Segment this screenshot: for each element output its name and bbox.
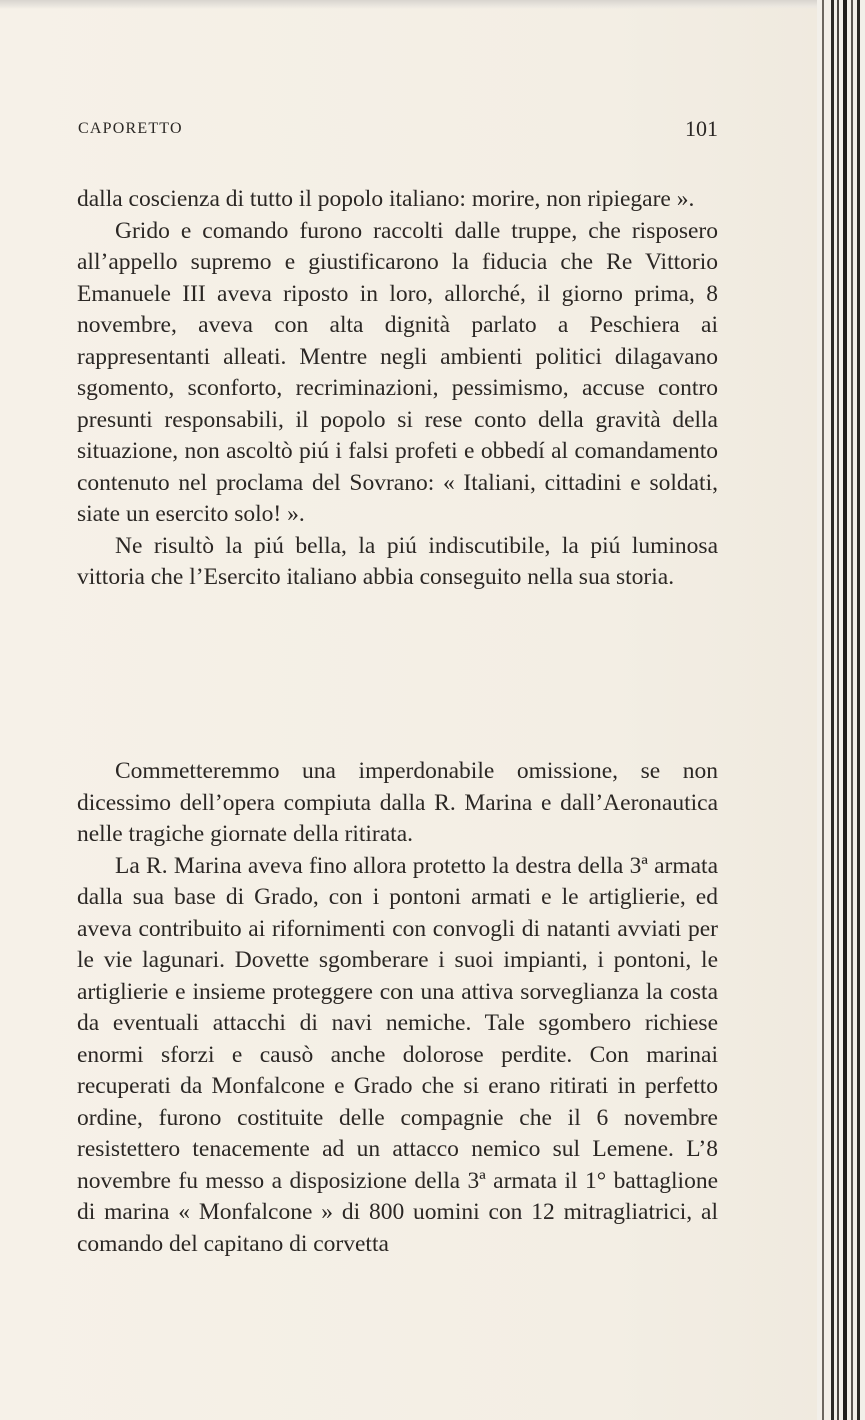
paragraph: dalla coscienza di tutto il popolo italiano: morire, non ripiegare ». xyxy=(77,186,695,212)
text-section-1 xyxy=(77,184,718,594)
paragraph: Grido e comando furono raccolti dalle truppe, che risposero all’appello supremo e giustificarono la fiducia che Re Vittorio Emanuele III aveva riposto in loro, allorché, il giorno prima, 8 novembre, aveva con alta dignità parlato a Peschiera ai rappresentanti alleati. Mentre negli ambienti politici dilagavano sgomento, sconforto, recriminazioni, pessimismo, accuse contro presunti responsabili, il popolo si rese conto della gravità della situazione, non ascoltò piú i falsi profeti e obbedí al comandamento contenuto nel proclama del Sovrano: « Italiani, cittadini e soldati, siate un esercito solo! ». xyxy=(77,217,718,527)
text-section-2 xyxy=(77,756,718,1260)
page-edge-line xyxy=(851,0,853,1420)
page-edge-stack xyxy=(817,0,865,1420)
running-head xyxy=(78,116,718,146)
page-edge-line xyxy=(831,0,834,1420)
page-edge-line xyxy=(857,0,860,1420)
page-edge-line xyxy=(837,0,839,1420)
paragraph: Ne risultò la piú bella, la piú indiscutibile, la piú luminosa vittoria che l’Esercito italiano abbia conseguito nella sua storia. xyxy=(77,532,718,590)
page-number: 101 xyxy=(685,116,718,141)
paragraph: Commetteremmo una imperdonabile omissione, se non dicessimo dell’opera compiuta dalla R. Marina e dall’Aeronautica nelle tragiche giornate della ritirata. xyxy=(77,758,718,847)
page-edge-line xyxy=(843,0,847,1420)
chapter-title: CAPORETTO xyxy=(78,120,183,137)
paragraph: La R. Marina aveva fino allora protetto la destra della 3ª armata dalla sua base di Grado, con i pontoni armati e le artiglierie, ed aveva contribuito ai rifornimenti con convogli di natanti avviati per le vie lagunari. Dovette sgomberare i suoi impianti, i pontoni, le artiglierie e insieme proteggere con una attiva sorveglianza la costa da eventuali attacchi di navi nemiche. Tale sgombero richiese enormi sforzi e causò anche dolorose perdite. Con marinai recuperati da Monfalcone e Grado che si erano ritirati in perfetto ordine, furono costituite delle compagnie che il 6 novembre resistettero tenacemente ad un attacco nemico sul Lemene. L’8 novembre fu messo a disposizione della 3ª armata il 1° battaglione di marina « Monfalcone » di 800 uomini con 12 mitragliatrici, al comando del capitano di corvetta xyxy=(77,852,718,1257)
page-edge-line xyxy=(822,0,824,1420)
page-top-shadow xyxy=(0,0,865,9)
